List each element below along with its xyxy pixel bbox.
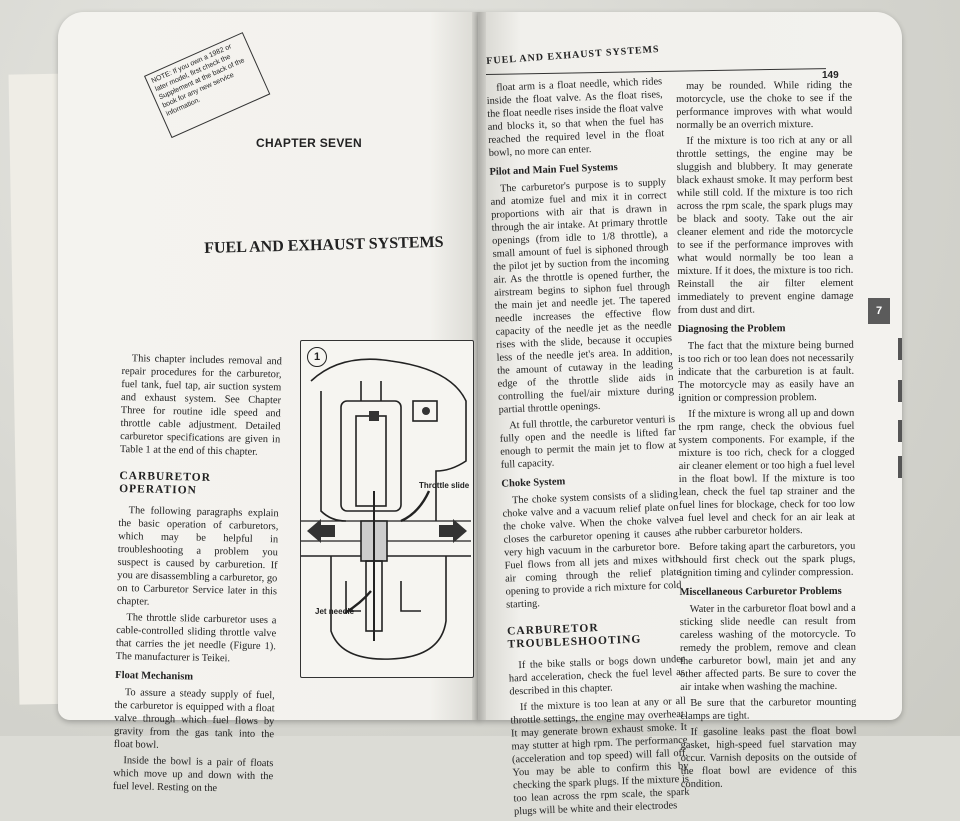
edge-tick — [898, 456, 902, 478]
intro-paragraph: This chapter includes removal and repair procedures for the carburetor, fuel tank, fuel tap, air suction system and exhaust system. See Chapter Three for routine idle speed and throttle cable adjustment. Detailed carburetor specifications are given in Table 1 at the end of this chapter. — [119, 353, 282, 458]
float-paragraph-1: To assure a steady supply of fuel, the carburetor is equipped with a float valve through which fuel flows by gravity from the gas tank into the float bowl. — [113, 687, 275, 751]
right-column-2 — [676, 79, 857, 794]
carb-paragraph-1: The following paragraphs explain the basic operation of carburetors, which may be helpful in troubleshooting a problem you suspect is caused by carburetion. If you are disassembling a carburetor, go on to Carburetor Service later in this chapter. — [116, 505, 279, 608]
edge-tick — [898, 338, 902, 360]
edge-tick — [898, 380, 902, 402]
misc-paragraph-2: Be sure that the carburetor mounting clamps are tight. — [680, 696, 857, 722]
carb-operation-heading: CARBURETOR OPERATION — [119, 469, 212, 497]
choke-heading: Choke System — [501, 476, 566, 490]
stall-paragraph: If the bike stalls or bogs down under hard acceleration, check the fuel level as described in this chapter. — [508, 653, 686, 698]
label-jet-needle: Jet needle — [315, 607, 355, 616]
float-cont-paragraph: float arm is a float needle, which rides inside the float valve. As the float rises, the float needle rises inside the float valve and blocks it, so that when the fuel has reached the required level in the float bowl, no more can enter. — [486, 76, 665, 159]
lean-paragraph: If the mixture is too lean at any or all throttle settings, the engine may overheat. It may generate brown exhaust smoke. It may stutter at high rpm. The performance (acceleration and top speed) will fall off. You may be able to confirm this by checking the spark plugs. If the mixture is too lean across the rpm scale, the spark plugs will be white and their electrodes — [510, 695, 690, 818]
pilot-main-heading: Pilot and Main Fuel Systems — [489, 162, 618, 178]
pilot-paragraph: The carburetor's purpose is to supply and atomize fuel and mix it in correct proportions with air that is drawn in through the air intake. At primary throttle openings (from idle to 1/8 throttle), a small amount of fuel is siphoned through the pilot jet by suction from the incoming air. As the throttle is opened further, the airstream begins to siphon fuel through the main jet and needle jet. The tapered needle increases the effective flow capacity of the needle jet as the needle rises with the slide, because it occupies less of the needle jet's area. In addition, the amount of cutaway in the leading edge of the throttle slide aids in controlling the fuel/air mixture during partial throttle openings. — [490, 177, 675, 416]
running-head: FUEL AND EXHAUST SYSTEMS — [486, 43, 660, 67]
page-number: 149 — [822, 70, 839, 81]
diagnosing-paragraph-3: Before taking apart the carburetors, you should first check out the spark plugs, ignition timing and cylinder compression. — [679, 540, 856, 579]
misc-heading: Miscellaneous Carburetor Problems — [679, 585, 842, 598]
figure-1 — [300, 340, 474, 678]
carb-paragraph-2: The throttle slide carburetor uses a cable-controlled sliding throttle valve that carries the jet needle (Figure 1). The manufacturer is Teikei. — [115, 612, 277, 665]
diagnosing-paragraph-2: If the mixture is wrong all up and down the rpm range, check the obvious fuel system components. For example, if the mixture is too rich, check for a clogged air cleaner element or too high a fuel level in the float bowl. If the mixture is too lean, check the fuel tap strainer and the fuel lines for blockage, check for too low a fuel level and check for an air leak at the rubber carburetor holders. — [678, 407, 856, 537]
label-throttle-slide: Throttle slide — [419, 481, 470, 490]
edge-tick — [898, 420, 902, 442]
lean-cont-paragraph: may be rounded. While riding the motorcycle, use the choke to see if the performance improves with what would normally be an overrich mixture. — [676, 79, 853, 131]
carburetor-diagram — [301, 341, 473, 677]
troubleshooting-heading: CARBURETOR TROUBLESHOOTING — [506, 622, 642, 651]
full-throttle-paragraph: At full throttle, the carburetor venturi is fully open and the needle is lifted far enough to permit the main jet to flow at full capacity. — [499, 413, 677, 471]
supplement-note: NOTE: If you own a 1982 or later model, first check the Supplement at the back of the book for any new service information. — [144, 32, 270, 138]
diagnosing-heading: Diagnosing the Problem — [677, 323, 786, 335]
misc-paragraph-3: If gasoline leaks past the float bowl gasket, high-speed fuel starvation may occur. Varnish deposits on the outside of the float bowl are evidence of this condition. — [680, 725, 857, 790]
diagnosing-paragraph-1: The fact that the mixture being burned is too rich or too lean does not necessarily indicate that the carburetion is at fault. The motorcycle may as easily have an ignition or compression problem. — [677, 339, 855, 404]
chapter-heading: CHAPTER SEVEN — [256, 136, 362, 150]
float-paragraph-2: Inside the bowl is a pair of floats which move up and down with the fuel level. Resting on the — [112, 755, 274, 795]
chapter-title: FUEL AND EXHAUST SYSTEMS — [204, 233, 444, 257]
rich-paragraph: If the mixture is too rich at any or all throttle settings, the engine may be sluggish and blubbery. It may generate black exhaust smoke. It may perform best while still cold. If the mixture is too rich across the rpm scale, the spark plugs may be black and sooty. Take out the air cleaner element and ride the motorcycle to see if the performance improves with what would normally be too lean a mixture. If it does, the mixture is too rich. Reinstall the air filter element immediately to prevent engine damage from dust and dirt. — [676, 134, 854, 316]
right-column-1 — [486, 75, 690, 821]
book-spine — [472, 12, 486, 720]
misc-paragraph-1: Water in the carburetor float bowl and a sticking slide needle can result from careless washing of the motorcycle. To remedy the problem, remove and clean the carburetor bowl, main jet and any other affected parts. Be sure to cover the air intake when washing the machine. — [679, 602, 857, 693]
float-heading: Float Mechanism — [115, 669, 194, 683]
choke-paragraph: The choke system consists of a sliding choke valve and a vacuum relief plate on the choke valve. When the choke valve closes the carburetor opening it causes a very high vacuum in the carburetor bore. Fuel flows from all jets and mixes with air coming through the relief plate opening to provide a rich mixture for cold starting. — [502, 488, 682, 611]
left-column — [113, 352, 282, 799]
chapter-tab: 7 — [868, 298, 890, 324]
figure-number: 1 — [307, 347, 327, 367]
